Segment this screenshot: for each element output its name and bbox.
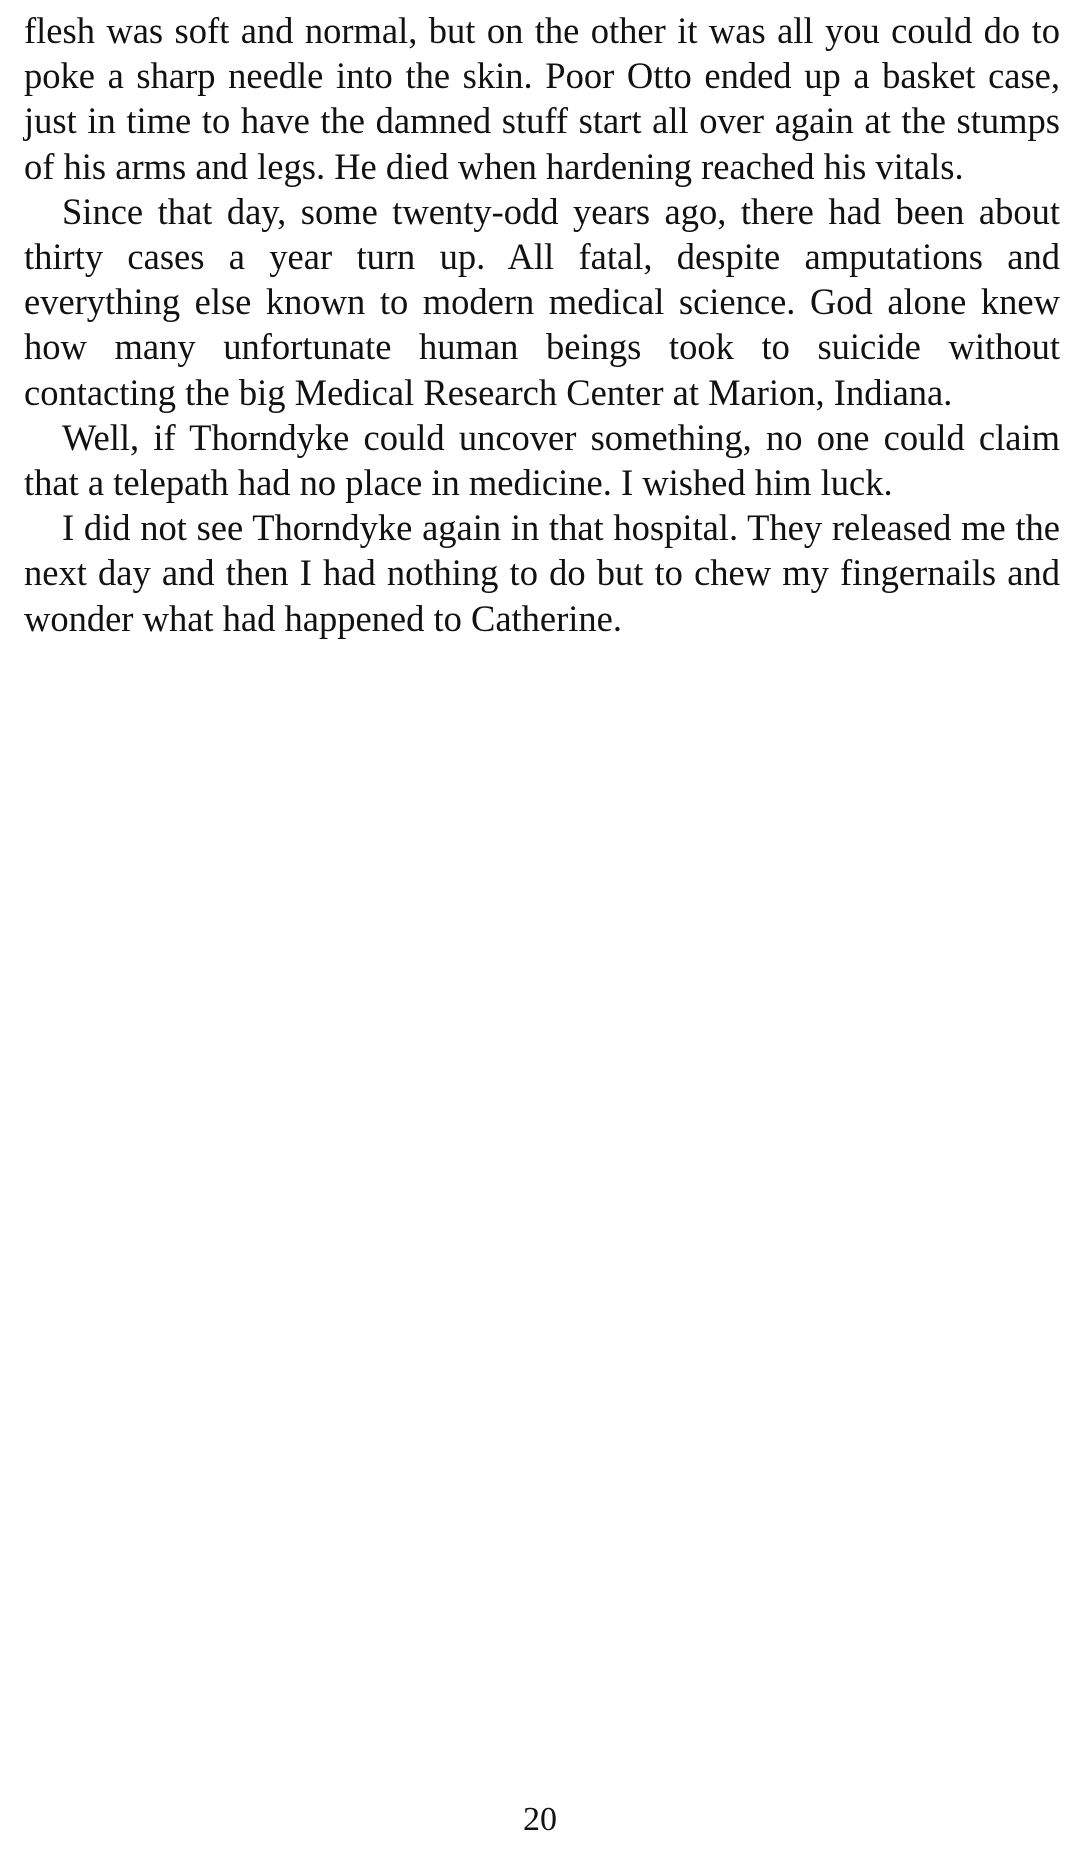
paragraph-4: I did not see Thorndyke again in that hospital. They released me the next day and then I had nothing to do but to chew my fingernails and wonder what had happened to Catherine.: [24, 507, 1060, 639]
body-text: [24, 8, 1060, 641]
paragraph-3: Well, if Thorndyke could uncover something, no one could claim that a telepath had no place in medicine. I wished him luck.: [24, 416, 1060, 504]
paragraph-1: flesh was soft and normal, but on the other it was all you could do to poke a sharp needle into the skin. Poor Otto ended up a basket case, just in time to have the damned stuff start all over again at the stumps of his arms and legs. He died when hardening reached his vitals.: [24, 10, 1060, 187]
paragraph-2: Since that day, some twenty-odd years ago, there had been about thirty cases a year turn up. All fatal, despite amputations and everything else known to modern medical science. God alone knew how many unfortunate human beings took to suicide without contacting the big Medical Research Center at Marion, Indiana.: [24, 190, 1060, 413]
page-number: 20: [523, 1801, 557, 1838]
